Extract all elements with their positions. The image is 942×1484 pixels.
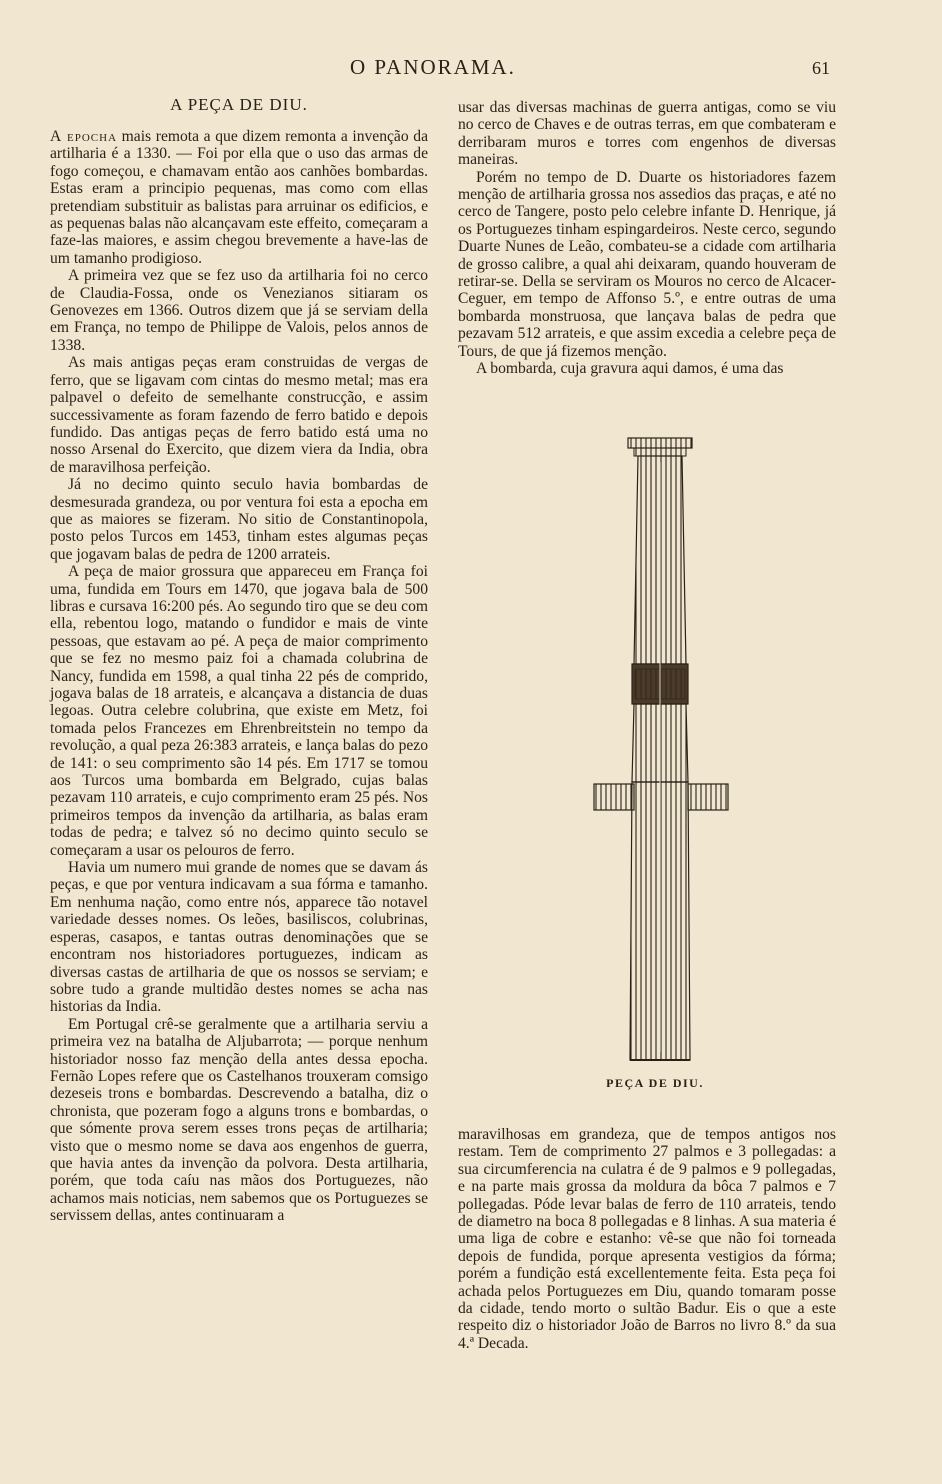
right-column-top	[458, 99, 836, 378]
paragraph: maravilhosas em grandeza, que de tempos antigos nos restam. Tem de comprimento 27 palmos e 3 pollegadas: a sua circumferencia na culatra é de 9 palmos e 9 pollegadas, e na parte mais grossa da moldura da bôca 7 palmos e 7 pollegadas. Póde levar balas de ferro de 110 arrateis, tendo de diametro na boca 8 pollegadas e 8 linhas. A sua materia é uma liga de cobre e estanho: vê-se que não foi torneada depois de fundida, porque apresenta vestigios da fórma; porém a fundição está excellentemente feita. Esta peça foi achada pelos Portuguezes em Diu, quando tomaram posse da cidade, tendo morto o sultão Badur. Eis o que a este respeito diz o historiador João de Barros no livro 8.º da sua 4.ª Decada.	[458, 1126, 836, 1352]
paragraph: A peça de maior grossura que appareceu em França foi uma, fundida em Tours em 1470, que jogava bala de 500 libras e cursava 16:200 pés. Ao segundo tiro que se deu com ella, rebentou logo, matando o fundidor e mais de vinte pessoas, que estavam ao pé. A peça de maior comprimento que se fez no mesmo paiz foi a chamada colubrina de Nancy, fundida em 1598, a qual tinha 22 pés de comprido, jogava balas de 18 arrateis, e alcançava a distancia de duas legoas. Outra celebre colubrina, que existe em Metz, foi tomada pelos Francezes em Ehrenbreitstein no tempo da revolução, a qual peza 26:383 arrateis, e lança balas do pezo de 141: o seu comprimento são 14 pés. Em 1717 se tomou aos Turcos uma bombarda em Belgrado, cujas balas pezavam 110 arrateis, e cujo comprimento eram 25 pés. Nos primeiros tempos da invenção da artilharia, as balas eram todas de pedra; e talvez só no decimo quinto seculo se começaram a usar os pelouros de ferro.	[50, 563, 428, 859]
paragraph: A primeira vez que se fez uso da artilharia foi no cerco de Claudia-Fossa, onde os Venezianos sitiaram os Genovezes em 1366. Outros dizem que já se serviam della em França, no tempo de Philippe de Valois, pelos annos de 1338.	[50, 267, 428, 354]
paragraph-text: mais remota a que dizem remonta a invenção da artilharia é a 1330. — Foi por ella que o uso das armas de fogo começou, e chamavam então aos canhões bombardas. Estas eram a principio pequenas, mas como com ellas pretendiam substituir as balistas para arruinar os edificios, e as pequenas balas não alcançavam este effeito, começaram a faze-las maiores, e assim chegou brevemente a have-las de um tamanho prodigioso.	[50, 128, 428, 267]
publication-title: O PANORAMA.	[350, 55, 516, 79]
paragraph: usar das diversas machinas de guerra antigas, como se viu no cerco de Chaves e de outras terras, em que combateram e derribaram muros e torres com engenhos de diversas maneiras.	[458, 99, 836, 169]
paragraph: Havia um numero mui grande de nomes que se davam ás peças, e que por ventura indicavam a sua fórma e tamanho. Em nenhuma nação, como entre nós, apparece tão notavel variedade desses nomes. Os leões, basiliscos, colubrinas, esperas, casapos, e tantas outras denominações que se encontram nos historiadores portuguezes, indicam as diversas castas de artilharia de que os nossos se serviam; e sobre tudo a grande multidão destes nomes se acha nas historias da India.	[50, 859, 428, 1016]
paragraph	[50, 128, 428, 267]
lead-word: A epocha	[50, 128, 118, 145]
left-column	[50, 128, 428, 1225]
paragraph: Já no decimo quinto seculo havia bombardas de desmesurada grandeza, ou por ventura foi esta a epocha em que as maiores se fizeram. No sitio de Constantinopola, posto pelos Turcos em 1453, tinham estes algumas peças que jogavam balas de pedra de 1200 arrateis.	[50, 476, 428, 563]
figure-caption: PEÇA DE DIU.	[606, 1076, 704, 1090]
cannon-engraving	[580, 432, 730, 1072]
paragraph: Porém no tempo de D. Duarte os historiadores fazem menção de artilharia grossa nos assedios das praças, e até no cerco de Tangere, posto pelo celebre infante D. Henrique, já os Portuguezes tinham espingardeiros. Neste cerco, segundo Duarte Nunes de Leão, combateu-se a cidade com artilharia de grosso calibre, a qual ahi deixaram, quando houveram de retirar-se. Della se serviram os Mouros no cerco de Alcacer-Ceguer, em tempo de Affonso 5.º, e entre outras de uma bombarda monstruosa, que lançava balas de pedra que pezavam 512 arrateis, e que assim excedia a celebre peça de Tours, de que já fizemos menção.	[458, 168, 836, 360]
paragraph: A bombarda, cuja gravura aqui damos, é uma das	[476, 360, 784, 378]
right-column-bottom	[458, 1126, 836, 1352]
paragraph: As mais antigas peças eram construidas de vergas de ferro, que se ligavam com cintas do mesmo metal; mas era palpavel o defeito de semelhante construcção, e assim successivamente as foram fazendo de ferro batido e depois fundido. Das antigas peças de ferro batido está uma no nosso Arsenal do Exercito, que dizem viera da India, obra de maravilhosa perfeição.	[50, 354, 428, 476]
masthead	[0, 55, 942, 85]
page-number: 61	[812, 58, 830, 78]
article-heading: A PEÇA DE DIU.	[170, 95, 308, 114]
paragraph: Em Portugal crê-se geralmente que a artilharia serviu a primeira vez na batalha de Aljubarrota; — porque nenhum historiador nosso faz menção della antes dessa epocha. Fernão Lopes refere que os Castelhanos trouxeram comsigo dezeseis trons e bombardas. Descrevendo a batalha, diz o chronista, que pozeram fogo a alguns trons e bombardas, o que sómente prova serem esses trons peças de artilharia; visto que o mesmo nome se dava aos engenhos de guerra, que havia antes da invenção da polvora. Desta artilharia, porém, que toda caíu nas mãos dos Portuguezes, não achamos mais noticias, nem sabemos que os Portuguezes se servissem dellas, antes continuaram a	[50, 1015, 428, 1225]
